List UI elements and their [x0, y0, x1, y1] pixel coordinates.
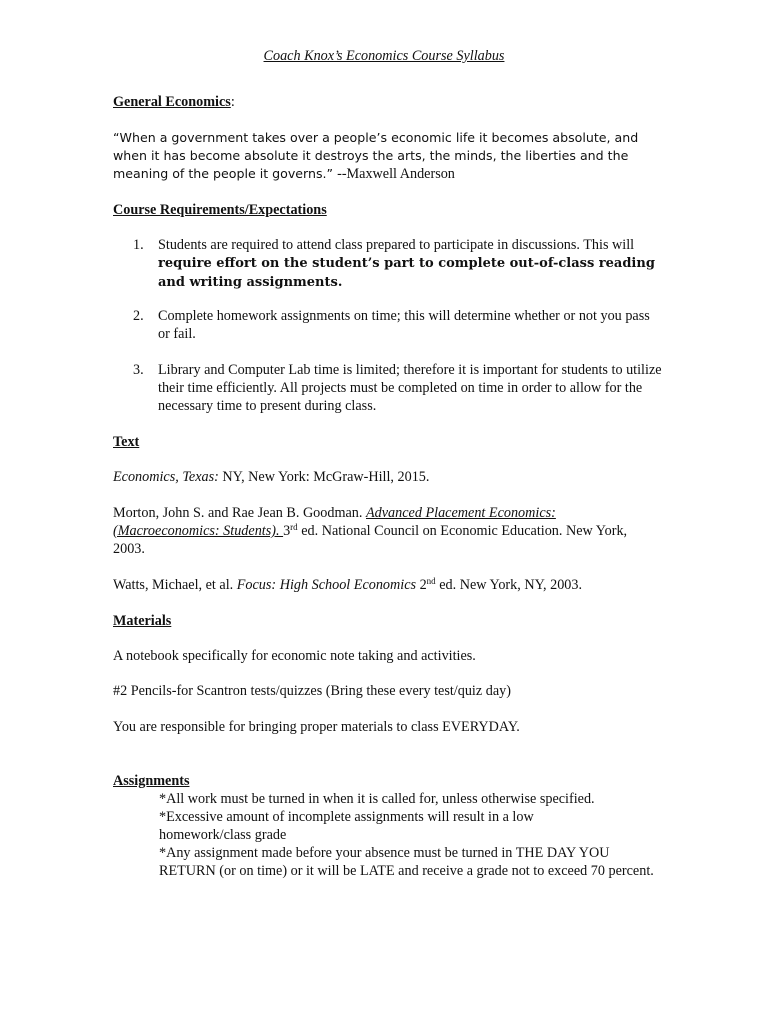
quote-attribution: --Maxwell Anderson	[337, 166, 455, 182]
edition-suffix: rd	[290, 522, 298, 532]
course-requirements-heading-text: Course Requirements/Expectations	[113, 202, 327, 218]
reference-details: ed. National Council on Economic Education. New York, 2003.	[113, 523, 628, 557]
reference-title: Advanced Placement Economics: (Macroeconomics: Students).	[113, 505, 556, 539]
materials-heading	[113, 612, 171, 630]
reference-title: Economics, Texas:	[113, 469, 219, 485]
quote-text: “When a government takes over a people’s economic life it becomes absolute, and when it has become absolute it destroys the arts, the minds, the liberties and the meaning of the people it governs.”	[113, 130, 639, 181]
edition-number: 3	[283, 523, 291, 539]
text-reference-3	[113, 576, 582, 594]
assignment-rule-2: *Excessive amount of incomplete assignments will result in a low homework/class grade	[159, 809, 534, 843]
materials-line-1: A notebook specifically for economic note taking and activities.	[113, 648, 476, 664]
text-heading-text: Text	[113, 434, 140, 450]
edition-number: 2	[416, 577, 427, 593]
course-requirements-heading	[113, 201, 327, 219]
general-economics-heading-text: General Economics	[113, 94, 231, 110]
reference-details: NY, New York: McGraw-Hill, 2015.	[218, 469, 430, 485]
general-economics-heading	[113, 93, 235, 111]
requirement-text: Students are required to attend class prepared to participate in discussions. This will	[158, 237, 635, 253]
requirement-item-3	[133, 361, 663, 415]
document-title: Coach Knox’s Economics Course Syllabus	[263, 48, 505, 64]
text-reference-2	[113, 504, 653, 558]
requirement-text: Complete homework assignments on time; this will determine whether or not you pass or fail.	[158, 308, 650, 342]
requirement-item-1	[133, 236, 663, 292]
text-heading	[113, 433, 139, 451]
requirement-bold-text: require effort on the student’s part to complete out-of-class reading and writing assignments.	[158, 256, 655, 290]
requirement-number: 2.	[133, 308, 144, 324]
reference-authors: Watts, Michael, et al.	[113, 577, 237, 593]
requirement-number: 1.	[133, 237, 144, 253]
requirement-number: 3.	[133, 362, 144, 378]
edition-suffix: nd	[426, 576, 436, 586]
assignments-heading	[113, 772, 189, 790]
assignment-rule-3: *Any assignment made before your absence must be turned in THE DAY YOU RETURN (or on time) or it will be LATE and receive a grade not to exceed 70 percent.	[159, 845, 654, 879]
opening-quote	[113, 129, 653, 183]
reference-authors: Morton, John S. and Rae Jean B. Goodman.	[113, 505, 366, 521]
reference-title: Focus: High School Economics	[236, 577, 417, 593]
materials-line-2: #2 Pencils-for Scantron tests/quizzes (Bring these every test/quiz day)	[113, 683, 511, 699]
heading-colon: :	[230, 94, 235, 110]
requirement-text: Library and Computer Lab time is limited; therefore it is important for students to utilize their time efficiently. All projects must be completed on time in order to allow for the necessary time to present during class.	[158, 362, 662, 414]
reference-details: ed. New York, NY, 2003.	[435, 577, 583, 593]
materials-line-3: You are responsible for bringing proper materials to class EVERYDAY.	[113, 719, 520, 735]
text-reference-1	[113, 468, 429, 486]
assignment-rule-1: *All work must be turned in when it is called for, unless otherwise specified.	[159, 791, 595, 807]
assignments-heading-text: Assignments	[113, 773, 190, 789]
materials-heading-text: Materials	[113, 613, 172, 629]
requirement-item-2	[133, 307, 663, 343]
